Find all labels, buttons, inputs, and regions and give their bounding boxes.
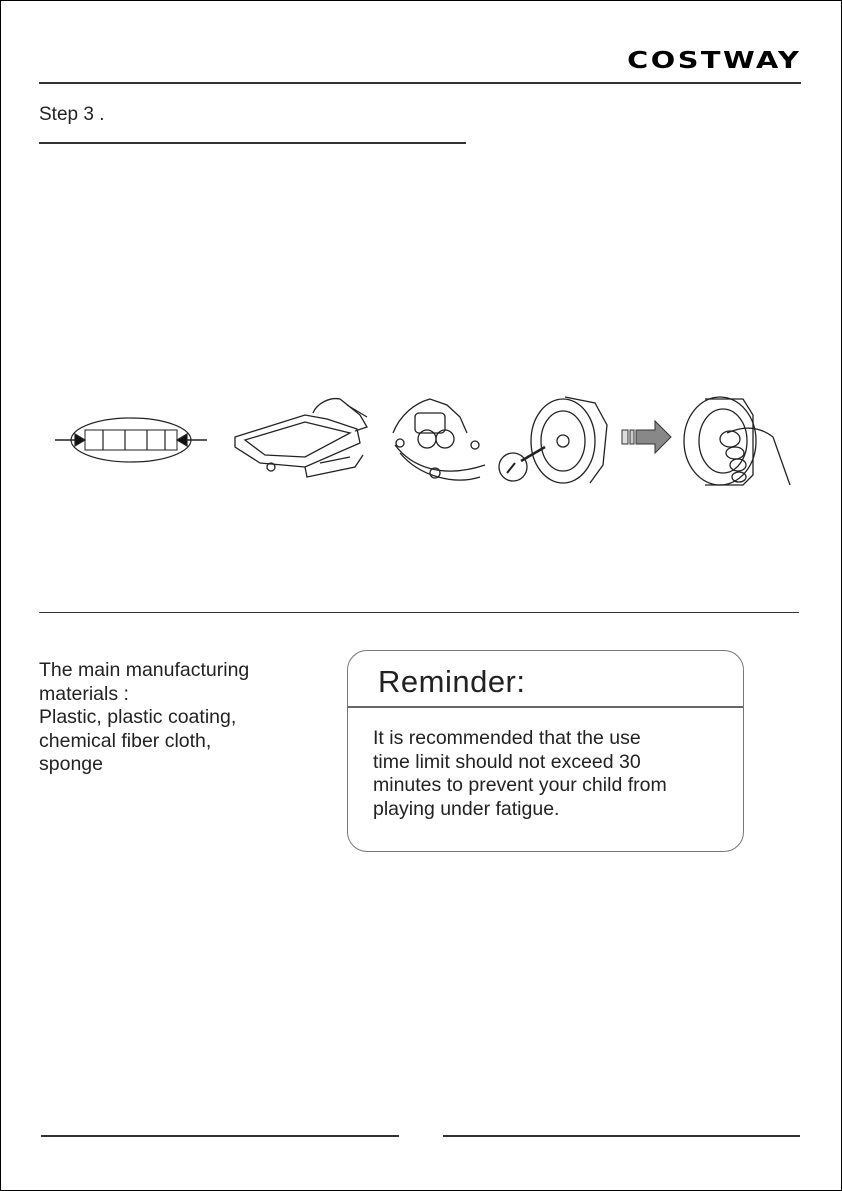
reminder-body: It is recommended that the use time limit should not exceed 30 minutes to prevent your child from playing under fatigue. xyxy=(373,727,667,820)
hand-pressing-wheel-illustration xyxy=(684,397,790,485)
assembly-illustrations xyxy=(55,385,795,505)
reminder-box xyxy=(347,650,744,852)
footer-rule-left xyxy=(41,1135,399,1137)
step-underline xyxy=(39,142,466,144)
materials-text: The main manufacturing materials : Plastic, plastic coating, chemical fiber cloth, sponge xyxy=(39,659,250,775)
walker-frame-illustration xyxy=(235,399,367,477)
brand-logo: COSTWAY xyxy=(626,48,801,74)
wheel-lever-illustration xyxy=(499,397,607,483)
wheel-lock-detail-illustration xyxy=(55,418,207,462)
reminder-title: Reminder: xyxy=(378,664,526,699)
arrow-illustration xyxy=(622,421,671,453)
step-title: Step 3 . xyxy=(39,104,105,125)
section-divider xyxy=(39,612,799,613)
header-rule xyxy=(39,82,801,84)
walker-folded-illustration xyxy=(393,399,485,480)
footer-rule-right xyxy=(443,1135,800,1137)
reminder-divider xyxy=(348,706,743,708)
